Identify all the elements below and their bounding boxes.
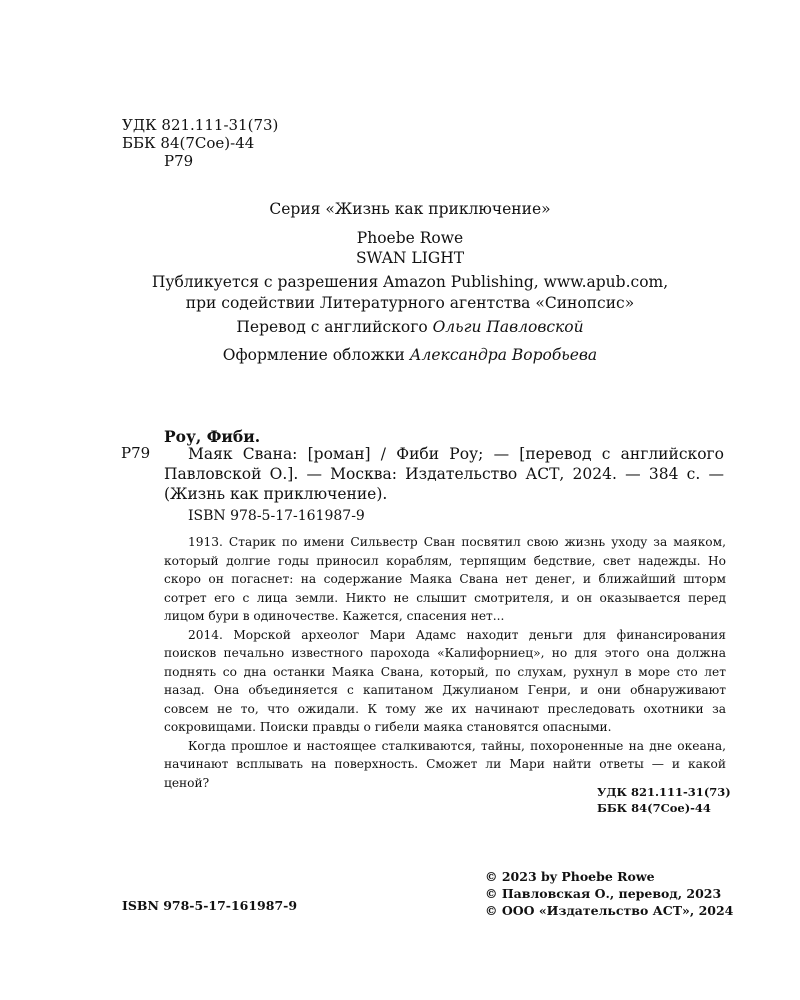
publish-note-line2: при содействии Литературного агентства «Синопсис» xyxy=(185,294,635,312)
translation-prefix: Перевод с английского xyxy=(236,318,433,336)
isbn-bottom: ISBN 978-5-17-161987-9 xyxy=(122,898,298,913)
entry-description xyxy=(164,444,724,504)
translator-name: Ольги Павловской xyxy=(432,318,584,336)
udk-code: УДК 821.111-31(73) xyxy=(122,116,279,134)
copyright-line-1: © 2023 by Phoebe Rowe xyxy=(485,869,655,884)
cover-design-credit xyxy=(120,346,700,364)
entry-author-mark: Р79 xyxy=(121,444,151,462)
annotation-paragraph-2: 2014. Морской археолог Мари Адамс находит деньги для финансирования поисков печально известного парохода «Калифорниец», но для этого она должна поднять со дна останки Маяка Свана, который, по слухам, рухнул в море сто лет назад. Она объединяется с капитаном Джулианом Генри, и они обнаруживают совсем не то, что ожидали. К тому же их начинают преследовать охотники за сокровищами. Поиски правды о гибели маяка становятся опасными. xyxy=(164,627,726,734)
publish-note-line1: Публикуется с разрешения Amazon Publishing, www.apub.com, xyxy=(151,273,669,291)
copyright-line-2: © Павловская О., перевод, 2023 xyxy=(485,886,722,901)
translation-credit xyxy=(120,318,700,336)
publish-note xyxy=(120,272,700,314)
series-line: Серия «Жизнь как приключение» xyxy=(269,200,551,218)
annotation-paragraph-1: 1913. Старик по имени Сильвестр Сван посвятил свою жизнь уходу за маяком, который долгие годы приносил кораблям, терпящим бедствие, свет надежды. Но скоро он погаснет: на содержание Маяка Свана нет денег, и ближайший шторм сотрет его с лица земли. Никто не слышит смотрителя, и он оказывается перед лицом бури в одиночестве. Кажется, спасения нет... xyxy=(164,535,726,623)
copyright-block xyxy=(485,868,733,919)
original-title: SWAN LIGHT xyxy=(355,249,465,267)
udk-code-small: УДК 821.111-31(73) xyxy=(597,785,731,799)
classification-block xyxy=(122,116,278,170)
bbk-code-small: ББК 84(7Сое)-44 xyxy=(597,801,711,815)
author-mark: Р79 xyxy=(164,152,194,170)
classification-small xyxy=(597,784,731,816)
original-info xyxy=(120,228,700,268)
bbk-code: ББК 84(7Сое)-44 xyxy=(122,134,255,152)
annotation-paragraph-3: Когда прошлое и настоящее сталкиваются, тайны, похороненные на дне океана, начинают всплывать на поверхность. Сможет ли Мари найти ответы — и какой ценой? xyxy=(164,738,726,790)
copyright-line-3: © ООО «Издательство АСТ», 2024 xyxy=(485,903,734,918)
cover-designer-name: Александра Воробьева xyxy=(409,346,598,364)
entry-isbn: ISBN 978-5-17-161987-9 xyxy=(188,508,365,524)
annotation xyxy=(164,533,726,792)
entry-heading: Роу, Фиби. xyxy=(164,427,261,446)
original-author: Phoebe Rowe xyxy=(356,229,464,247)
cover-design-prefix: Оформление обложки xyxy=(222,346,410,364)
entry-body-text: Маяк Свана: [роман] / Фиби Роу; — [перевод с английского Павловской О.]. — Москва: Издательство АСТ, 2024. — 384 с. — (Жизнь как приключение). xyxy=(164,445,724,503)
